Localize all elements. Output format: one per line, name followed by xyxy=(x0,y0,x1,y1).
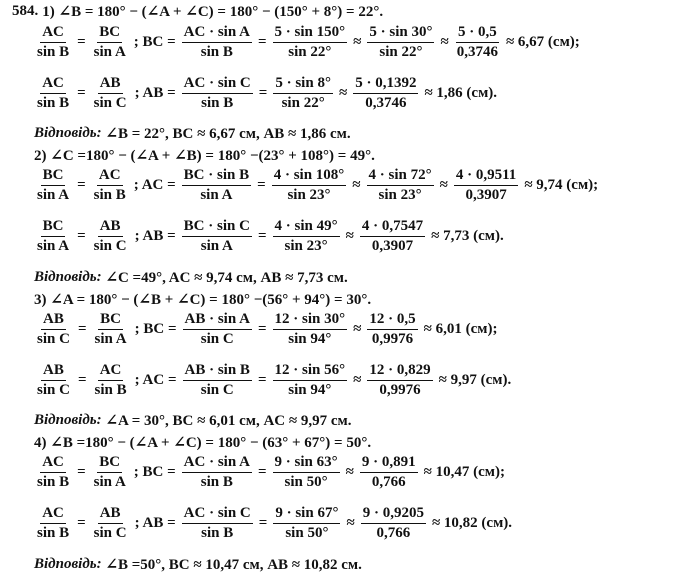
fraction-numerator: BC xyxy=(97,454,122,473)
fraction xyxy=(182,24,252,61)
math-operator: ≈ 7,73 (см). xyxy=(431,228,504,244)
fraction-numerator: 9 · sin 67° xyxy=(273,505,340,524)
fraction-numerator: AC xyxy=(40,24,66,43)
math-operator: = xyxy=(257,372,267,388)
fraction xyxy=(35,362,72,399)
answer-text: ∠C =49°, AC ≈ 9,74 см, AB ≈ 7,73 см. xyxy=(105,270,348,286)
part-1-header-line xyxy=(12,2,383,21)
fraction-denominator: sin A xyxy=(200,238,233,254)
answer-line xyxy=(34,411,351,430)
math-operator: ; AB = xyxy=(134,228,176,244)
fraction xyxy=(35,505,71,542)
answer-label: Відповідь: xyxy=(34,269,102,285)
formula-row xyxy=(33,362,686,399)
fraction-numerator: BC · sin C xyxy=(182,218,252,237)
fraction-numerator: BC · sin B xyxy=(182,167,251,186)
fraction-denominator: sin 22° xyxy=(281,95,325,111)
fraction-numerator: BC xyxy=(41,218,66,237)
fraction-denominator: sin 50° xyxy=(285,525,329,541)
fraction-denominator: sin B xyxy=(93,187,126,203)
fraction xyxy=(92,75,129,112)
fraction-numerator: AC · sin A xyxy=(182,454,252,473)
fraction-numerator: 5 · sin 8° xyxy=(273,75,333,94)
fraction-denominator: sin B xyxy=(200,474,233,490)
math-operator: = xyxy=(257,34,267,50)
answer-label: Відповідь: xyxy=(34,556,102,572)
fraction-numerator: 12 · sin 30° xyxy=(273,311,348,330)
fraction-numerator: 12 · 0,829 xyxy=(367,362,432,381)
fraction-numerator: AC xyxy=(40,75,66,94)
formula-row xyxy=(33,24,686,61)
fraction xyxy=(182,505,253,542)
math-operator: ≈ 6,01 (см); xyxy=(423,321,498,337)
fraction-denominator: sin B xyxy=(94,382,127,398)
fraction xyxy=(93,311,129,348)
math-operator: = xyxy=(257,464,267,480)
fraction xyxy=(360,454,418,491)
fraction-numerator: BC xyxy=(41,167,66,186)
fraction-numerator: AB xyxy=(41,362,66,381)
fraction-denominator: 0,766 xyxy=(371,474,406,490)
fraction-denominator: sin A xyxy=(200,187,233,203)
fraction-numerator: 9 · sin 63° xyxy=(273,454,340,473)
fraction-denominator: sin B xyxy=(37,474,70,490)
fraction xyxy=(273,24,348,61)
fraction xyxy=(360,218,425,255)
fraction-denominator: 0,9976 xyxy=(371,331,414,347)
math-operator: ≈ xyxy=(352,177,361,193)
fraction-denominator: 0,3746 xyxy=(365,95,407,111)
fraction xyxy=(35,24,71,61)
math-operator: ; BC = xyxy=(133,34,176,50)
fraction-denominator: sin 23° xyxy=(378,187,422,203)
fraction xyxy=(92,24,128,61)
fraction xyxy=(35,454,71,491)
fraction-denominator: sin C xyxy=(200,331,234,347)
fraction-numerator: 12 · 0,5 xyxy=(367,311,417,330)
answer-text: ∠B =50°, BC ≈ 10,47 см, AB ≈ 10,82 см. xyxy=(105,557,362,573)
fraction xyxy=(182,75,253,112)
fraction xyxy=(182,454,252,491)
fraction-numerator: AC xyxy=(40,454,66,473)
fraction-numerator: AC · sin C xyxy=(182,75,253,94)
fraction-numerator: AB xyxy=(41,311,66,330)
fraction xyxy=(367,167,434,204)
fraction-denominator: sin A xyxy=(93,44,126,60)
math-operator: ; BC = xyxy=(133,464,176,480)
fraction-denominator: sin A xyxy=(94,331,127,347)
fraction-denominator: sin C xyxy=(93,95,127,111)
fraction-numerator: 5 · 0,1392 xyxy=(353,75,418,94)
fraction-denominator: sin B xyxy=(37,95,70,111)
part-header: 4) ∠B =180° − (∠A + ∠C) = 180° − (63° + 67°) = 50°. xyxy=(34,435,372,451)
fraction xyxy=(273,218,340,255)
fraction xyxy=(92,454,128,491)
fraction xyxy=(35,75,71,112)
fraction xyxy=(273,505,340,542)
part-2-header-line xyxy=(34,146,375,165)
fraction xyxy=(367,24,434,61)
fraction-denominator: 0,766 xyxy=(376,525,411,541)
fraction xyxy=(273,311,348,348)
fraction-numerator: 4 · sin 49° xyxy=(273,218,340,237)
math-operator: ≈ 10,82 (см). xyxy=(431,515,513,531)
fraction-numerator: AC xyxy=(98,362,124,381)
fraction-numerator: 4 · sin 108° xyxy=(272,167,347,186)
fraction-numerator: AC · sin C xyxy=(182,505,253,524)
fraction-numerator: 5 · sin 150° xyxy=(273,24,348,43)
math-operator: ; AC = xyxy=(134,372,177,388)
part-header: 3) ∠A = 180° − (∠B + ∠C) = 180° −(56° + 94°) = 30°. xyxy=(34,292,372,308)
answer-text: ∠A = 30°, BC ≈ 6,01 см, AC ≈ 9,97 см. xyxy=(105,413,352,429)
fraction-denominator: 0,9976 xyxy=(379,382,421,398)
fraction-denominator: sin B xyxy=(201,95,234,111)
fraction-numerator: AB · sin A xyxy=(183,311,252,330)
formula-row xyxy=(33,218,686,255)
fraction xyxy=(92,505,129,542)
math-operator: ≈ xyxy=(345,228,354,244)
fraction-denominator: sin C xyxy=(200,382,234,398)
fraction-numerator: AC xyxy=(40,505,66,524)
fraction-numerator: AB xyxy=(98,505,123,524)
fraction-denominator: sin 23° xyxy=(287,187,331,203)
fraction-numerator: 4 · 0,7547 xyxy=(360,218,425,237)
fraction xyxy=(273,75,333,112)
fraction-numerator: 9 · 0,891 xyxy=(360,454,418,473)
math-operator: = xyxy=(77,464,86,480)
fraction-numerator: AB xyxy=(98,75,123,94)
fraction-numerator: 4 · sin 72° xyxy=(367,167,434,186)
fraction xyxy=(454,167,518,204)
answer-line xyxy=(34,268,348,287)
answer-label: Відповідь: xyxy=(34,412,102,428)
fraction xyxy=(367,362,432,399)
fraction-denominator: sin A xyxy=(93,474,126,490)
fraction-denominator: sin B xyxy=(200,44,233,60)
fraction xyxy=(35,311,72,348)
fraction-denominator: sin B xyxy=(201,525,234,541)
math-operator: ; AB = xyxy=(134,515,176,531)
answer-line xyxy=(34,555,362,574)
math-operator: = xyxy=(77,372,87,388)
fraction xyxy=(92,167,128,204)
problem-number: 584. xyxy=(12,3,39,19)
formula-row xyxy=(33,75,686,112)
fraction xyxy=(35,167,71,204)
math-operator: ≈ xyxy=(346,515,355,531)
fraction xyxy=(35,218,71,255)
math-operator: = xyxy=(257,177,266,193)
math-operator: ≈ xyxy=(353,372,362,388)
math-operator: ; BC = xyxy=(134,321,177,337)
fraction-denominator: sin C xyxy=(37,382,70,398)
part-header: 1) ∠B = 180° − (∠A + ∠C) = 180° − (150° + 8°) = 22°. xyxy=(42,4,384,20)
fraction-denominator: sin 23° xyxy=(284,238,328,254)
math-operator: ≈ xyxy=(338,85,348,101)
fraction xyxy=(353,75,418,112)
fraction xyxy=(455,24,500,61)
fraction-numerator: BC xyxy=(97,24,122,43)
fraction xyxy=(182,167,251,204)
math-operator: ; AB = xyxy=(134,85,176,101)
fraction-denominator: sin 94° xyxy=(288,331,332,347)
fraction-numerator: 4 · 0,9511 xyxy=(454,167,518,186)
part-4-header-line xyxy=(34,433,371,452)
fraction xyxy=(272,167,347,204)
fraction xyxy=(273,362,348,399)
fraction-numerator: 5 · 0,5 xyxy=(456,24,499,43)
math-operator: ≈ xyxy=(345,464,354,480)
math-operator: ≈ 1,86 (см). xyxy=(424,85,498,101)
answer-label: Відповідь: xyxy=(34,125,102,141)
math-operator: = xyxy=(77,34,86,50)
fraction xyxy=(183,362,252,399)
fraction-numerator: AB · sin B xyxy=(183,362,252,381)
part-3-header-line xyxy=(34,290,371,309)
formula-row xyxy=(33,454,686,491)
fraction-denominator: sin 22° xyxy=(379,44,423,60)
fraction-numerator: BC xyxy=(98,311,123,330)
formula-row xyxy=(33,311,686,348)
fraction-denominator: sin C xyxy=(93,525,127,541)
math-operator: = xyxy=(77,85,86,101)
math-operator: = xyxy=(77,177,86,193)
math-operator: = xyxy=(257,321,267,337)
fraction-denominator: 0,3907 xyxy=(371,238,414,254)
answer-line xyxy=(34,124,351,143)
fraction-numerator: AC xyxy=(97,167,123,186)
fraction-denominator: sin B xyxy=(37,44,70,60)
fraction-numerator: 9 · 0,9205 xyxy=(361,505,426,524)
math-operator: = xyxy=(77,515,86,531)
part-header: 2) ∠C =180° − (∠A + ∠B) = 180° −(23° + 108°) = 49°. xyxy=(34,148,375,164)
math-operator: ≈ xyxy=(353,321,362,337)
math-operator: = xyxy=(257,228,267,244)
fraction-numerator: 12 · sin 56° xyxy=(273,362,348,381)
math-operator: ≈ xyxy=(353,34,362,50)
fraction-denominator: sin C xyxy=(93,238,127,254)
math-operator: ≈ xyxy=(439,177,448,193)
math-operator: ≈ xyxy=(440,34,449,50)
fraction-denominator: sin 22° xyxy=(288,44,332,60)
math-operator: = xyxy=(258,85,268,101)
math-operator: ≈ 9,74 (см); xyxy=(524,177,599,193)
math-operator: ; AC = xyxy=(133,177,176,193)
fraction-denominator: 0,3746 xyxy=(456,44,498,60)
math-operator: ≈ 9,97 (см). xyxy=(438,372,512,388)
fraction-denominator: sin B xyxy=(37,525,70,541)
fraction-denominator: sin 50° xyxy=(284,474,328,490)
math-operator: ≈ 10,47 (см); xyxy=(423,464,505,480)
fraction xyxy=(92,218,129,255)
fraction xyxy=(183,311,252,348)
formula-row xyxy=(33,505,686,542)
fraction xyxy=(273,454,340,491)
fraction xyxy=(182,218,252,255)
fraction-denominator: 0,3907 xyxy=(465,187,507,203)
answer-text: ∠B = 22°, BC ≈ 6,67 см, AB ≈ 1,86 см. xyxy=(105,126,351,142)
fraction-numerator: AC · sin A xyxy=(182,24,252,43)
fraction-numerator: AB xyxy=(98,218,123,237)
formula-row xyxy=(33,167,686,204)
fraction-numerator: 5 · sin 30° xyxy=(367,24,434,43)
math-operator: = xyxy=(258,515,268,531)
math-operator: = xyxy=(77,321,87,337)
fraction-denominator: sin A xyxy=(37,238,70,254)
fraction xyxy=(93,362,129,399)
fraction-denominator: sin C xyxy=(37,331,70,347)
fraction xyxy=(367,311,417,348)
math-operator: = xyxy=(77,228,86,244)
fraction xyxy=(361,505,426,542)
fraction-denominator: sin A xyxy=(37,187,70,203)
fraction-denominator: sin 94° xyxy=(288,382,332,398)
math-operator: ≈ 6,67 (см); xyxy=(505,34,580,50)
